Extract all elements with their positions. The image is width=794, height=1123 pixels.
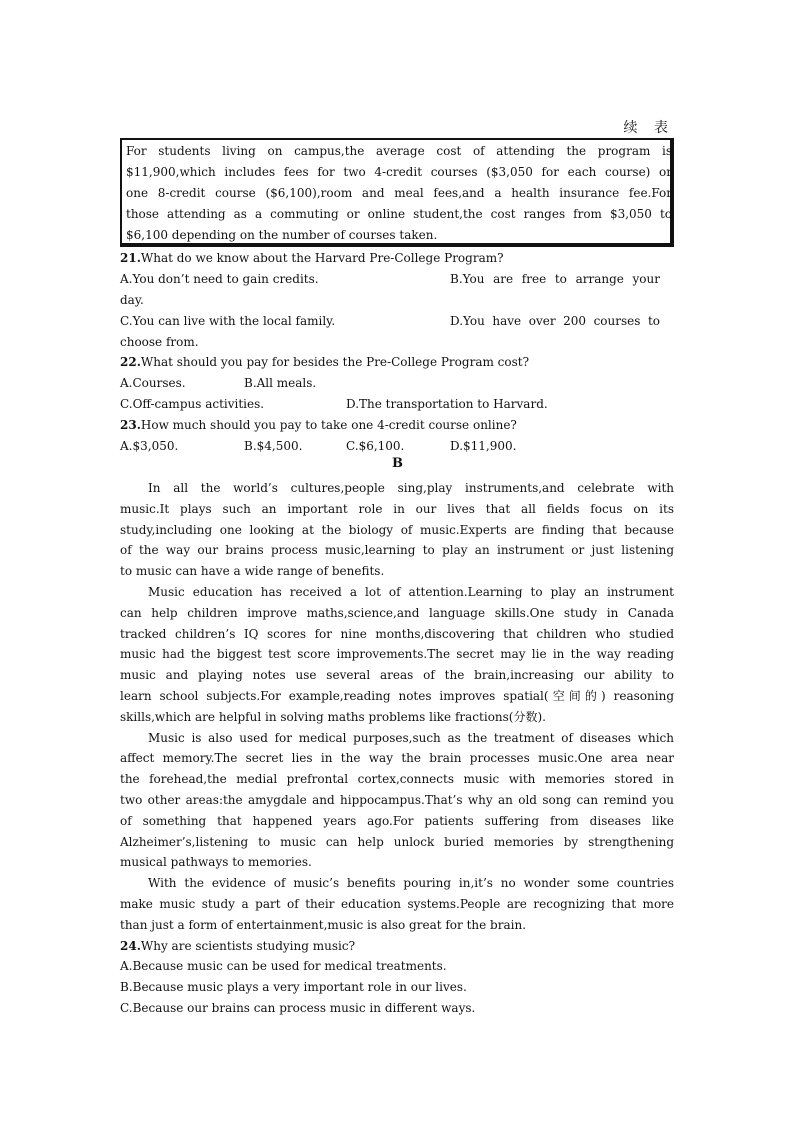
question-24 (120, 936, 355, 957)
passage-line: Music is also used for medical purposes,such as the treatment of diseases which (148, 731, 674, 745)
option-c: C.You can live with the local family. (120, 314, 336, 328)
question-text: What do we know about the Harvard Pre-College Program? (140, 251, 504, 265)
passage-line: skills,which are helpful in solving maths problems like fractions(分数). (120, 710, 546, 724)
section-heading: B (392, 456, 403, 471)
continued-label: 续 表 (623, 120, 674, 136)
passage-line: of something that happened years ago.For patients suffering from diseases like (120, 814, 674, 828)
passage-line: music.It plays such an important role in our lives that all fields focus on its (120, 502, 674, 516)
passage-line: Music education has received a lot of attention.Learning to play an instrument (148, 585, 674, 599)
question-text: What should you pay for besides the Pre-College Program cost? (140, 355, 530, 369)
option-b: B.$4,500. (244, 439, 303, 453)
table-line: $11,900,which includes fees for two 4-credit courses ($3,050 for each course) or (126, 165, 672, 179)
passage-line: In all the world’s cultures,people sing,play instruments,and celebrate with (148, 481, 674, 495)
option-b: B.All meals. (244, 376, 317, 390)
passage-line: music had the biggest test score improvements.The secret may lie in the way reading (120, 647, 674, 661)
option-c: C.Off-campus activities. (120, 397, 265, 411)
passage-line: than just a form of entertainment,music is also great for the brain. (120, 918, 527, 932)
passage-line: tracked children’s IQ scores for nine months,discovering that children who studied (120, 627, 674, 641)
table-line: those attending as a commuting or online student,the cost ranges from $3,050 to (126, 207, 672, 221)
option-b: B.You are free to arrange your (450, 272, 660, 286)
option-d: D.The transportation to Harvard. (346, 397, 548, 411)
passage-line: music and playing notes use several areas of the brain,increasing our ability to (120, 668, 674, 682)
question-22 (120, 352, 529, 373)
question-text: Why are scientists studying music? (140, 939, 356, 953)
passage-line: of the way our brains process music,learning to play an instrument or just listening (120, 543, 674, 557)
question-number: 23. (120, 418, 141, 432)
question-21 (120, 248, 504, 269)
question-number: 22. (120, 355, 141, 369)
option-d: D.$11,900. (450, 439, 517, 453)
passage-line: learn school subjects.For example,reading notes improves spatial(空间的) reasoning (120, 689, 674, 703)
table-line: $6,100 depending on the number of courses taken. (126, 228, 438, 242)
passage-line: the forehead,the medial prefrontal cortex,connects music with memories stored in (120, 772, 674, 786)
passage-line: Alzheimer’s,listening to music can help unlock buried memories by strengthening (120, 835, 674, 849)
question-text: How much should you pay to take one 4-credit course online? (140, 418, 517, 432)
passage-line: make music study a part of their education systems.People are recognizing that more (120, 897, 674, 911)
option-a: A.Because music can be used for medical treatments. (120, 959, 447, 973)
passage-line: can help children improve maths,science,and language skills.One study in Canada (120, 606, 674, 620)
option-d: D.You have over 200 courses to (450, 314, 660, 328)
passage-line: affect memory.The secret lies in the way the brain processes music.One area near (120, 751, 674, 765)
option-a: A.$3,050. (120, 439, 179, 453)
option-b-continued: day. (120, 293, 144, 307)
table-line: one 8-credit course ($6,100),room and meal fees,and a health insurance fee.For (126, 186, 672, 200)
passage-line: two other areas:the amygdale and hippocampus.That’s why an old song can remind you (120, 793, 674, 807)
option-a: A.Courses. (120, 376, 186, 390)
passage-line: musical pathways to memories. (120, 855, 312, 869)
option-d-continued: choose from. (120, 335, 199, 349)
passage-line: study,including one looking at the biology of music.Experts are finding that because (120, 523, 674, 537)
option-c: C.Because our brains can process music in different ways. (120, 1001, 476, 1015)
table-line: For students living on campus,the average cost of attending the program is (126, 144, 672, 158)
option-a: A.You don’t need to gain credits. (120, 272, 319, 286)
passage-line: to music can have a wide range of benefits. (120, 564, 385, 578)
question-23 (120, 415, 517, 436)
question-number: 21. (120, 251, 141, 265)
option-b: B.Because music plays a very important role in our lives. (120, 980, 467, 994)
question-number: 24. (120, 939, 141, 953)
option-c: C.$6,100. (346, 439, 405, 453)
passage-line: With the evidence of music’s benefits pouring in,it’s no wonder some countries (148, 876, 674, 890)
